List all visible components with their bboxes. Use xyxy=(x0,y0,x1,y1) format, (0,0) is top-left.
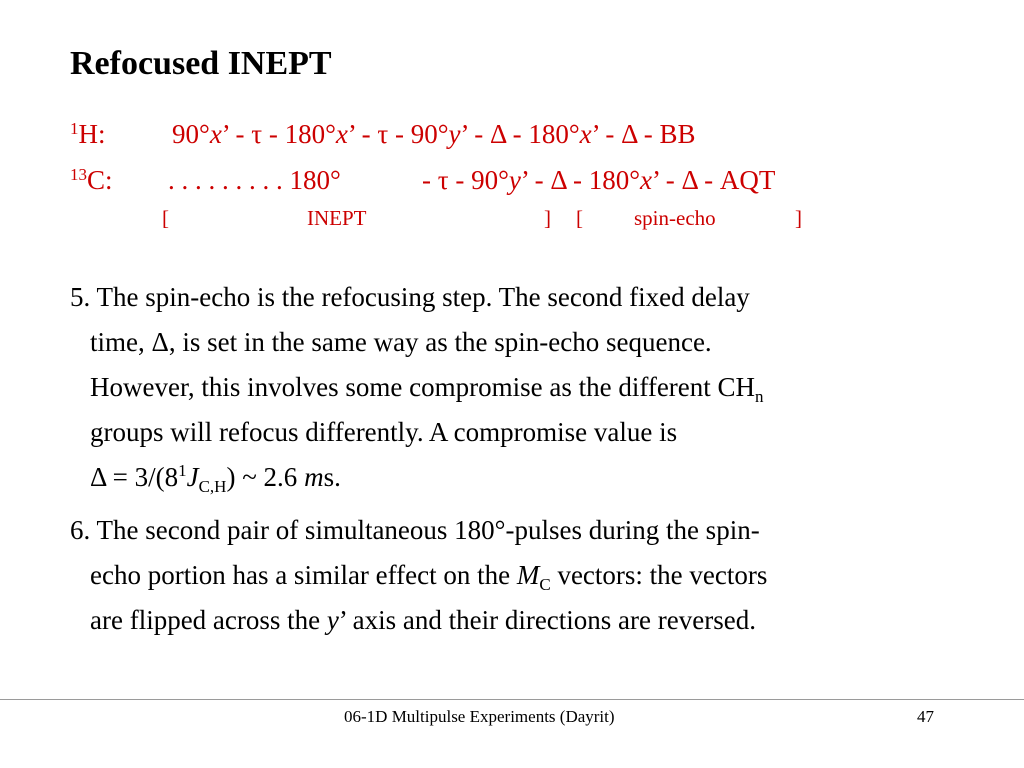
point-5-line-4: groups will refocus differently. A compromise value is xyxy=(90,417,678,447)
h-pulse-axis: x xyxy=(209,119,222,149)
point-5-line-3-text: However, this involves some compromise as the different CH xyxy=(90,372,756,402)
point-5-line-3 xyxy=(90,365,764,410)
c-pulse-axis: x xyxy=(640,165,652,195)
slide-title: Refocused INEPT xyxy=(70,45,332,82)
h-pulse-axis: x xyxy=(579,119,592,149)
milli-prefix: m xyxy=(304,462,324,492)
coupling-symbol: J xyxy=(186,462,199,492)
point-5-line-1: 5. The spin-echo is the refocusing step. The second fixed delay xyxy=(70,282,750,312)
formula-text: s. xyxy=(323,462,341,492)
c-pulse-text: ’ - Δ - 180° xyxy=(520,165,641,195)
h-isotope-mass: 1 xyxy=(70,119,79,138)
h-pulse-axis: x xyxy=(335,119,348,149)
spin-echo-label: spin-echo xyxy=(634,206,716,230)
c-pulse-text: - τ - 90° xyxy=(422,165,509,195)
c-isotope-mass: 13 xyxy=(70,165,87,184)
c-sequence-row xyxy=(70,164,113,196)
spin-echo-open-bracket: [ xyxy=(576,206,583,230)
h-pulse-text: ’ - Δ - BB xyxy=(591,119,696,149)
compromise-formula xyxy=(90,455,341,500)
ch-subscript: n xyxy=(755,387,764,406)
inept-close-bracket: ] xyxy=(544,206,551,230)
c-sequence-dots: . . . . . . . . . 180° xyxy=(168,165,341,195)
footer-course-title: 06-1D Multipulse Experiments (Dayrit) xyxy=(344,707,615,726)
magnetization-symbol: M xyxy=(516,560,540,590)
formula-superscript: 1 xyxy=(178,461,187,480)
slide-number: 47 xyxy=(917,707,934,726)
magnetization-subscript: C xyxy=(539,575,551,594)
h-pulse-axis: y xyxy=(448,119,461,149)
point-5-line-2: time, Δ, is set in the same way as the spin-echo sequence. xyxy=(90,327,712,357)
h-sequence-row xyxy=(70,118,106,150)
axis-symbol: y xyxy=(326,605,339,635)
c-pulse-axis: y xyxy=(508,165,521,195)
c-nucleus-label: C: xyxy=(87,165,113,195)
footer-divider xyxy=(0,699,1024,700)
h-sequence-pulses xyxy=(172,118,696,150)
h-pulse-text: ’ - τ - 90° xyxy=(347,119,449,149)
point-6-text: ’ axis and their directions are reversed. xyxy=(338,605,756,635)
spin-echo-close-bracket: ] xyxy=(795,206,802,230)
inept-label: INEPT xyxy=(307,206,367,230)
formula-text: ) ~ 2.6 xyxy=(226,462,305,492)
point-6-line-1: 6. The second pair of simultaneous 180°-pulses during the spin- xyxy=(70,515,760,545)
c-sequence-pulses xyxy=(422,164,775,196)
coupling-subscript: C,H xyxy=(198,477,227,496)
h-pulse-text: ’ - τ - 180° xyxy=(221,119,336,149)
h-pulse-text: 90° xyxy=(172,119,210,149)
point-6-text: echo portion has a similar effect on the xyxy=(90,560,517,590)
c-pulse-text: ’ - Δ - AQT xyxy=(652,165,776,195)
point-6-text: are flipped across the xyxy=(90,605,327,635)
point-6-line-3 xyxy=(90,598,756,643)
point-6-text: vectors: the vectors xyxy=(550,560,768,590)
formula-text: Δ = 3/(8 xyxy=(90,462,179,492)
inept-open-bracket: [ xyxy=(162,206,169,230)
h-nucleus-label: H: xyxy=(78,119,106,149)
h-pulse-text: ’ - Δ - 180° xyxy=(460,119,580,149)
point-6-line-2 xyxy=(90,553,767,598)
